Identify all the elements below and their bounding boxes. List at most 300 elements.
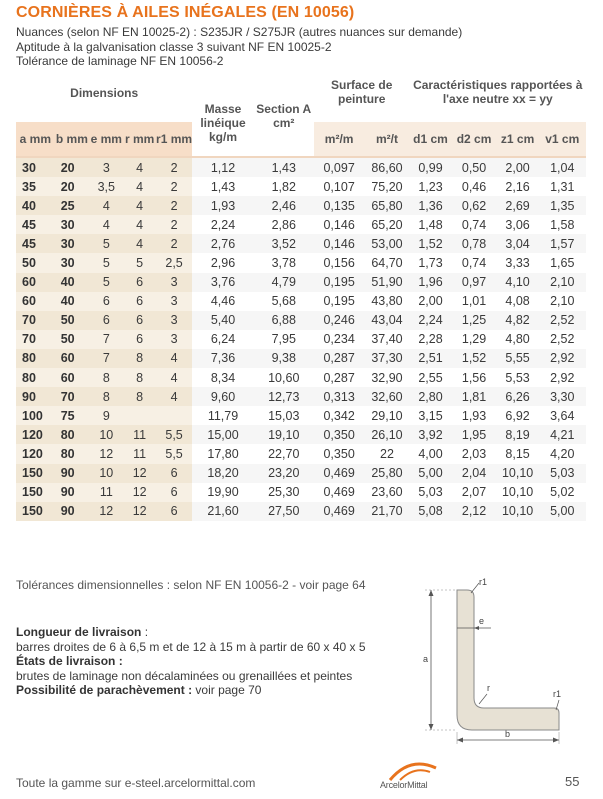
cell-m2m: 0,195 <box>314 292 365 311</box>
cell-e: 4 <box>89 196 123 215</box>
cell-e: 10 <box>89 464 123 483</box>
cell-a: 30 <box>16 157 55 177</box>
cell-d2: 0,62 <box>451 196 496 215</box>
cell-r: 8 <box>124 368 156 387</box>
cell-r1: 2 <box>156 196 193 215</box>
header-r1: r1 mm <box>156 122 193 157</box>
cell-e: 8 <box>89 387 123 406</box>
cell-v1: 3,64 <box>539 406 586 425</box>
cell-e: 9 <box>89 406 123 425</box>
cell-b: 60 <box>55 349 89 368</box>
cell-masse: 2,96 <box>192 253 253 272</box>
cell-a: 150 <box>16 464 55 483</box>
intro-text <box>16 25 462 69</box>
header-section: Section A cm² <box>256 102 312 130</box>
table-row <box>16 330 586 349</box>
header-m2t: m²/t <box>364 122 409 157</box>
cell-b: 90 <box>55 483 89 502</box>
cell-z1: 5,53 <box>497 368 539 387</box>
cell-r: 4 <box>124 177 156 196</box>
table-row <box>16 311 586 330</box>
cell-b: 20 <box>55 177 89 196</box>
cell-m2m: 0,246 <box>314 311 365 330</box>
cell-e: 5 <box>89 253 123 272</box>
cell-e: 6 <box>89 311 123 330</box>
cell-r1: 6 <box>156 483 193 502</box>
table-row <box>16 196 586 215</box>
cell-b: 30 <box>55 215 89 234</box>
cell-section: 3,52 <box>254 234 314 253</box>
longueur-text: barres droites de 6 à 6,5 m et de 12 à 15 m à partir de 60 x 40 x 5 <box>16 639 366 654</box>
cell-r: 12 <box>124 502 156 521</box>
label-e: e <box>479 616 485 626</box>
cell-m2t: 65,80 <box>364 196 409 215</box>
cell-m2t: 22 <box>364 444 409 463</box>
cell-section: 4,79 <box>254 273 314 292</box>
cell-d1: 1,96 <box>410 273 452 292</box>
cell-d1: 2,55 <box>410 368 452 387</box>
cell-r: 4 <box>124 157 156 177</box>
cell-z1: 5,55 <box>497 349 539 368</box>
cell-r: 11 <box>124 425 156 444</box>
cell-section: 1,82 <box>254 177 314 196</box>
cell-v1: 4,21 <box>539 425 586 444</box>
header-surface: Surface de peinture <box>331 78 393 106</box>
cell-r: 12 <box>124 464 156 483</box>
cell-a: 80 <box>16 368 55 387</box>
cell-d2: 0,97 <box>451 273 496 292</box>
cell-m2t: 29,10 <box>364 406 409 425</box>
page-number: 55 <box>565 774 580 789</box>
table-row <box>16 464 586 483</box>
cell-section: 15,03 <box>254 406 314 425</box>
cell-r: 8 <box>124 349 156 368</box>
cell-a: 70 <box>16 311 55 330</box>
parachevement-text: voir page 70 <box>192 683 262 697</box>
cell-section: 1,43 <box>254 157 314 177</box>
cell-m2t: 25,80 <box>364 464 409 483</box>
cell-e: 3,5 <box>89 177 123 196</box>
cell-a: 90 <box>16 387 55 406</box>
header-z1: z1 cm <box>497 122 539 157</box>
cell-r: 6 <box>124 311 156 330</box>
cell-v1: 1,57 <box>539 234 586 253</box>
cell-section: 12,73 <box>254 387 314 406</box>
cell-masse: 2,24 <box>192 215 253 234</box>
cell-d2: 1,56 <box>451 368 496 387</box>
cell-r: 4 <box>124 215 156 234</box>
cell-masse: 18,20 <box>192 464 253 483</box>
cell-masse: 9,60 <box>192 387 253 406</box>
cell-r1: 5,5 <box>156 444 193 463</box>
cell-r: 11 <box>124 444 156 463</box>
cell-m2t: 26,10 <box>364 425 409 444</box>
cell-z1: 6,26 <box>497 387 539 406</box>
cell-d1: 2,24 <box>410 311 452 330</box>
table-row <box>16 425 586 444</box>
cell-masse: 8,34 <box>192 368 253 387</box>
header-r: r mm <box>124 122 156 157</box>
cell-d2: 1,52 <box>451 349 496 368</box>
cell-r: 6 <box>124 330 156 349</box>
table-row <box>16 157 586 177</box>
cell-d2: 1,81 <box>451 387 496 406</box>
cell-m2m: 0,469 <box>314 464 365 483</box>
cell-b: 30 <box>55 253 89 272</box>
cell-e: 4 <box>89 215 123 234</box>
cell-masse: 1,43 <box>192 177 253 196</box>
cell-m2t: 75,20 <box>364 177 409 196</box>
cell-e: 12 <box>89 502 123 521</box>
cell-masse: 17,80 <box>192 444 253 463</box>
cell-d2: 1,29 <box>451 330 496 349</box>
cell-m2m: 0,350 <box>314 444 365 463</box>
table-row <box>16 234 586 253</box>
cell-section: 25,30 <box>254 483 314 502</box>
cell-r1: 4 <box>156 387 193 406</box>
cell-m2m: 0,097 <box>314 157 365 177</box>
cell-a: 40 <box>16 196 55 215</box>
cell-m2m: 0,287 <box>314 368 365 387</box>
cell-m2m: 0,156 <box>314 253 365 272</box>
cell-z1: 10,10 <box>497 464 539 483</box>
cell-b: 80 <box>55 425 89 444</box>
header-masse: Masse linéique kg/m <box>200 102 246 144</box>
header-e: e mm <box>89 122 123 157</box>
cell-masse: 6,24 <box>192 330 253 349</box>
cell-r1: 3 <box>156 330 193 349</box>
cell-m2t: 37,30 <box>364 349 409 368</box>
table-row <box>16 273 586 292</box>
header-a: a mm <box>16 122 55 157</box>
cell-masse: 11,79 <box>192 406 253 425</box>
cell-e: 7 <box>89 330 123 349</box>
table-row <box>16 253 586 272</box>
cell-z1: 8,19 <box>497 425 539 444</box>
cell-section: 6,88 <box>254 311 314 330</box>
intro-line: Nuances (selon NF EN 10025-2) : S235JR / S275JR (autres nuances sur demande) <box>16 25 463 39</box>
cell-b: 60 <box>55 368 89 387</box>
page-title: CORNIÈRES À AILES INÉGALES (EN 10056) <box>16 4 355 21</box>
table-row <box>16 215 586 234</box>
cell-m2t: 32,90 <box>364 368 409 387</box>
specs-table <box>16 78 586 521</box>
cell-e: 11 <box>89 483 123 502</box>
header-m2m: m²/m <box>314 122 365 157</box>
cell-v1: 1,35 <box>539 196 586 215</box>
cell-masse: 2,76 <box>192 234 253 253</box>
cell-v1: 1,31 <box>539 177 586 196</box>
cell-a: 60 <box>16 273 55 292</box>
cell-v1: 1,65 <box>539 253 586 272</box>
cell-v1: 3,30 <box>539 387 586 406</box>
cell-d1: 1,48 <box>410 215 452 234</box>
label-r1-top: r1 <box>479 577 488 587</box>
cell-r: 4 <box>124 234 156 253</box>
cell-z1: 4,82 <box>497 311 539 330</box>
cell-a: 100 <box>16 406 55 425</box>
cell-e: 5 <box>89 234 123 253</box>
header-caracteristiques: Caractéristiques rapportées à l'axe neutre xx = yy <box>413 78 583 106</box>
cell-m2m: 0,469 <box>314 483 365 502</box>
cell-e: 7 <box>89 349 123 368</box>
cell-m2m: 0,146 <box>314 234 365 253</box>
cell-e: 12 <box>89 444 123 463</box>
cell-b: 70 <box>55 387 89 406</box>
table-row <box>16 292 586 311</box>
cell-z1: 2,69 <box>497 196 539 215</box>
cell-d2: 0,74 <box>451 215 496 234</box>
cell-v1: 2,10 <box>539 292 586 311</box>
cell-section: 5,68 <box>254 292 314 311</box>
cell-a: 80 <box>16 349 55 368</box>
table-row <box>16 177 586 196</box>
cell-d2: 0,78 <box>451 234 496 253</box>
cell-d2: 0,46 <box>451 177 496 196</box>
cell-r: 12 <box>124 483 156 502</box>
cell-d2: 2,07 <box>451 483 496 502</box>
header-d1: d1 cm <box>410 122 452 157</box>
label-r: r <box>487 683 490 693</box>
cell-z1: 10,10 <box>497 502 539 521</box>
table-row <box>16 368 586 387</box>
label-a: a <box>423 654 429 664</box>
cell-d2: 1,01 <box>451 292 496 311</box>
cell-d2: 2,04 <box>451 464 496 483</box>
cell-e: 5 <box>89 273 123 292</box>
cell-v1: 4,20 <box>539 444 586 463</box>
cell-d1: 2,80 <box>410 387 452 406</box>
cell-m2m: 0,234 <box>314 330 365 349</box>
cell-r1: 4 <box>156 349 193 368</box>
cell-r1: 6 <box>156 502 193 521</box>
cell-v1: 1,58 <box>539 215 586 234</box>
header-dimensions: Dimensions <box>70 86 139 100</box>
cell-z1: 2,16 <box>497 177 539 196</box>
cell-z1: 3,33 <box>497 253 539 272</box>
cell-v1: 2,92 <box>539 349 586 368</box>
cell-z1: 4,80 <box>497 330 539 349</box>
delivery-info <box>16 625 366 698</box>
cell-z1: 3,06 <box>497 215 539 234</box>
cell-d1: 5,03 <box>410 483 452 502</box>
cell-a: 150 <box>16 483 55 502</box>
cell-section: 2,46 <box>254 196 314 215</box>
table-row <box>16 349 586 368</box>
table-row <box>16 502 586 521</box>
cell-v1: 2,10 <box>539 273 586 292</box>
cell-a: 120 <box>16 444 55 463</box>
cell-v1: 5,02 <box>539 483 586 502</box>
cell-section: 10,60 <box>254 368 314 387</box>
cell-v1: 2,52 <box>539 311 586 330</box>
cell-section: 27,50 <box>254 502 314 521</box>
cell-m2t: 23,60 <box>364 483 409 502</box>
cell-r: 8 <box>124 387 156 406</box>
header-v1: v1 cm <box>539 122 586 157</box>
cell-d1: 2,00 <box>410 292 452 311</box>
cell-a: 35 <box>16 177 55 196</box>
cell-section: 7,95 <box>254 330 314 349</box>
cell-b: 50 <box>55 311 89 330</box>
cell-masse: 19,90 <box>192 483 253 502</box>
cell-d1: 5,08 <box>410 502 452 521</box>
cell-z1: 10,10 <box>497 483 539 502</box>
cell-d1: 1,73 <box>410 253 452 272</box>
cell-m2m: 0,146 <box>314 215 365 234</box>
cell-masse: 3,76 <box>192 273 253 292</box>
cell-b: 40 <box>55 273 89 292</box>
cell-r1: 2,5 <box>156 253 193 272</box>
cell-z1: 6,92 <box>497 406 539 425</box>
cell-r1: 4 <box>156 368 193 387</box>
cell-masse: 4,46 <box>192 292 253 311</box>
cell-d2: 0,74 <box>451 253 496 272</box>
cell-masse: 15,00 <box>192 425 253 444</box>
cell-b: 30 <box>55 234 89 253</box>
brand-name: ArcelorMittal <box>380 780 428 790</box>
cell-v1: 1,04 <box>539 157 586 177</box>
table-row <box>16 387 586 406</box>
cell-r1: 3 <box>156 273 193 292</box>
cell-m2t: 64,70 <box>364 253 409 272</box>
footer-link-text: Toute la gamme sur e-steel.arcelormittal.com <box>16 776 256 790</box>
cell-masse: 5,40 <box>192 311 253 330</box>
cell-a: 50 <box>16 253 55 272</box>
cell-r1: 2 <box>156 234 193 253</box>
cell-v1: 5,00 <box>539 502 586 521</box>
longueur-separator: : <box>141 625 149 639</box>
cell-m2m: 0,107 <box>314 177 365 196</box>
cell-d1: 2,28 <box>410 330 452 349</box>
cell-r1: 3 <box>156 311 193 330</box>
cell-r1: 3 <box>156 292 193 311</box>
table-row <box>16 483 586 502</box>
cell-d1: 5,00 <box>410 464 452 483</box>
header-d2: d2 cm <box>451 122 496 157</box>
cell-section: 2,86 <box>254 215 314 234</box>
cell-section: 22,70 <box>254 444 314 463</box>
cell-e: 6 <box>89 292 123 311</box>
cell-e: 8 <box>89 368 123 387</box>
cell-m2m: 0,350 <box>314 425 365 444</box>
angle-profile-diagram <box>413 576 573 748</box>
cell-m2t: 43,80 <box>364 292 409 311</box>
cell-masse: 1,93 <box>192 196 253 215</box>
cell-a: 60 <box>16 292 55 311</box>
header-b: b mm <box>55 122 89 157</box>
cell-m2t: 86,60 <box>364 157 409 177</box>
cell-d2: 1,93 <box>451 406 496 425</box>
cell-v1: 2,52 <box>539 330 586 349</box>
cell-d1: 1,52 <box>410 234 452 253</box>
cell-a: 120 <box>16 425 55 444</box>
cell-d2: 1,25 <box>451 311 496 330</box>
cell-m2t: 37,40 <box>364 330 409 349</box>
cell-m2t: 53,00 <box>364 234 409 253</box>
etats-text: brutes de laminage non décalaminées ou grenaillées et peintes <box>16 668 353 683</box>
cell-masse: 21,60 <box>192 502 253 521</box>
cell-masse: 7,36 <box>192 349 253 368</box>
cell-b: 50 <box>55 330 89 349</box>
intro-line: Tolérance de laminage NF EN 10056-2 <box>16 54 224 68</box>
cell-b: 25 <box>55 196 89 215</box>
cell-m2m: 0,287 <box>314 349 365 368</box>
cell-m2m: 0,342 <box>314 406 365 425</box>
cell-b: 40 <box>55 292 89 311</box>
cell-m2t: 43,04 <box>364 311 409 330</box>
cell-d1: 2,51 <box>410 349 452 368</box>
cell-e: 10 <box>89 425 123 444</box>
cell-d1: 4,00 <box>410 444 452 463</box>
angle-profile-shape <box>457 590 562 730</box>
cell-d2: 2,12 <box>451 502 496 521</box>
cell-m2t: 21,70 <box>364 502 409 521</box>
cell-b: 20 <box>55 157 89 177</box>
etats-title: États de livraison : <box>16 654 123 668</box>
cell-z1: 2,00 <box>497 157 539 177</box>
label-b: b <box>505 729 511 739</box>
cell-b: 75 <box>55 406 89 425</box>
cell-m2m: 0,313 <box>314 387 365 406</box>
cell-r <box>124 406 156 425</box>
cell-v1: 5,03 <box>539 464 586 483</box>
cell-m2t: 32,60 <box>364 387 409 406</box>
cell-r: 5 <box>124 253 156 272</box>
cell-m2m: 0,195 <box>314 273 365 292</box>
cell-masse: 1,12 <box>192 157 253 177</box>
cell-d1: 1,23 <box>410 177 452 196</box>
cell-r1: 6 <box>156 464 193 483</box>
logo-swoosh-icon <box>380 760 440 782</box>
cell-b: 90 <box>55 464 89 483</box>
cell-section: 3,78 <box>254 253 314 272</box>
cell-z1: 3,04 <box>497 234 539 253</box>
cell-d2: 0,50 <box>451 157 496 177</box>
table-row <box>16 406 586 425</box>
cell-b: 90 <box>55 502 89 521</box>
tolerances-note: Tolérances dimensionnelles : selon NF EN 10056-2 - voir page 64 <box>16 578 366 592</box>
cell-b: 80 <box>55 444 89 463</box>
cell-r1: 2 <box>156 157 193 177</box>
cell-r1 <box>156 406 193 425</box>
parachevement-title: Possibilité de parachèvement : <box>16 683 193 697</box>
intro-line: Aptitude à la galvanisation classe 3 suivant NF EN 10025-2 <box>16 39 332 54</box>
cell-z1: 4,08 <box>497 292 539 311</box>
label-r1-right: r1 <box>553 689 562 699</box>
cell-m2m: 0,469 <box>314 502 365 521</box>
cell-section: 19,10 <box>254 425 314 444</box>
cell-a: 150 <box>16 502 55 521</box>
cell-r1: 2 <box>156 215 193 234</box>
cell-section: 9,38 <box>254 349 314 368</box>
arcelormittal-logo <box>380 760 450 794</box>
cell-m2m: 0,135 <box>314 196 365 215</box>
cell-r: 6 <box>124 273 156 292</box>
cell-z1: 4,10 <box>497 273 539 292</box>
cell-r: 4 <box>124 196 156 215</box>
cell-a: 45 <box>16 234 55 253</box>
cell-section: 23,20 <box>254 464 314 483</box>
cell-d2: 2,03 <box>451 444 496 463</box>
cell-d1: 3,15 <box>410 406 452 425</box>
cell-d1: 0,99 <box>410 157 452 177</box>
cell-d1: 3,92 <box>410 425 452 444</box>
cell-d1: 1,36 <box>410 196 452 215</box>
cell-d2: 1,95 <box>451 425 496 444</box>
cell-m2t: 65,20 <box>364 215 409 234</box>
cell-r1: 2 <box>156 177 193 196</box>
